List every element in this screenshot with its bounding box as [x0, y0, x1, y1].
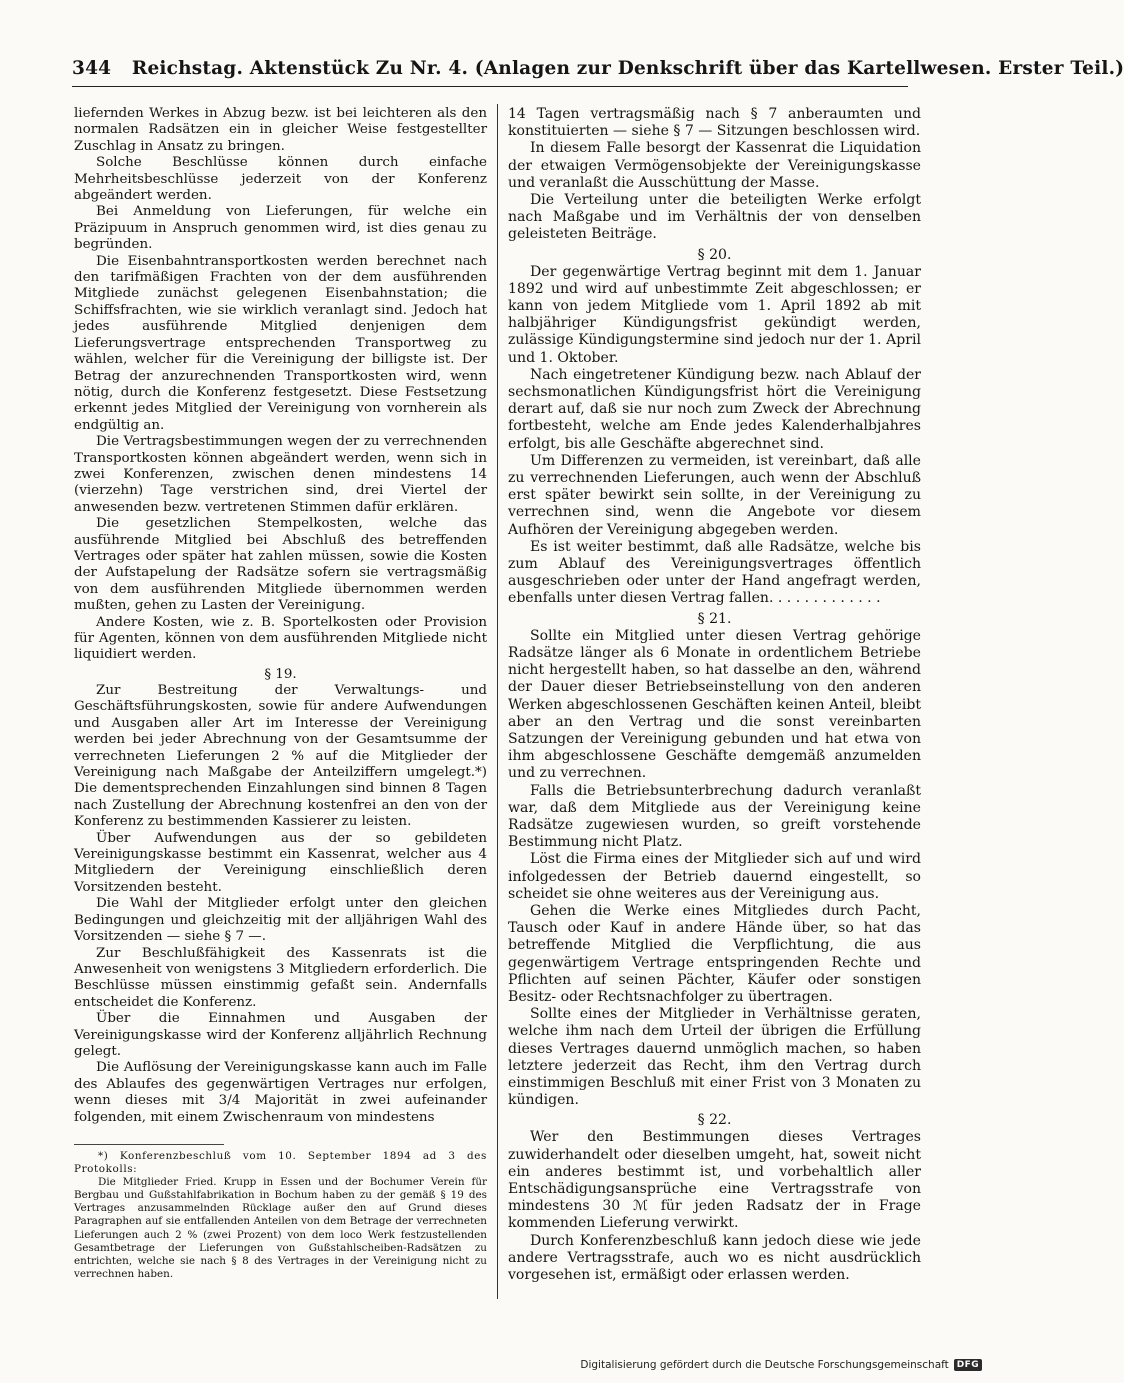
paragraph: Bei Anmeldung von Lieferungen, für welche ein Präzipuum in Anspruch genommen wird, ist dies genau zu begründen. [74, 204, 487, 253]
footnote-head: *) Konferenzbeschluß vom 10. September 1894 ad 3 des Protokolls: [74, 1149, 487, 1176]
header-rule [72, 86, 908, 87]
footer-credit [580, 1359, 982, 1371]
paragraph: Zur Bestreitung der Verwaltungs- und Geschäftsführungskosten, sowie für andere Aufwendungen und Ausgaben aller Art im Interesse der Vereinigung werden bei jeder Abrechnung von der Gesamtsumme der verrechneten Lieferungen 2 % auf die Mitglieder der Vereinigung nach Maßgabe der Anteilziffern umgelegt.*) Die dementsprechenden Einzahlungen sind binnen 8 Tagen nach Zustellung der Abrechnung kostenfrei an den von der Konferenz zu bestimmenden Kassierer zu leisten. [74, 683, 487, 830]
paragraph: Der gegenwärtige Vertrag beginnt mit dem 1. Januar 1892 und wird auf unbestimmte Zeit abgeschlossen; er kann von jedem Mitgliede vom 1. April 1892 ab mit halbjähriger Kündigungsfrist gekündigt werden, zulässige Kündigungstermine sind jedoch nur der 1. April und 1. Oktober. [508, 263, 921, 366]
paragraph: Zur Beschlußfähigkeit des Kassenrats ist die Anwesenheit von wenigstens 3 Mitgliedern erforderlich. Die Beschlüsse müssen einstimmig gefaßt sein. Andernfalls entscheidet die Konferenz. [74, 945, 487, 1010]
paragraph: Über Aufwendungen aus der so gebildeten Vereinigungskasse bestimmt ein Kassenrat, welcher aus 4 Mitgliedern der Vereinigung einschließlich deren Vorsitzenden besteht. [74, 830, 487, 895]
section-heading: § 21. [697, 610, 732, 627]
paragraph: Sollte eines der Mitglieder in Verhältnisse geraten, welche ihm nach dem Urteil der übrigen die Erfüllung dieses Vertrages dauernd unmöglich machen, so haben letztere jederzeit das Recht, ihm den Vertrag durch einstimmigen Beschluß mit einer Frist von 3 Monaten zu kündigen. [508, 1006, 921, 1109]
paragraph: Die Wahl der Mitglieder erfolgt unter den gleichen Bedingungen und gleichzeitig mit der alljährigen Wahl des Vorsitzenden — siehe § 7 —. [74, 896, 487, 945]
paragraph: Um Differenzen zu vermeiden, ist vereinbart, daß alle zu verrechnenden Lieferungen, auch wenn der Abschluß erst später bewirkt sein sollte, in der Vereinigung zu verrechnen sind, wenn die Angebote vor diesem Aufhören der Vereinigung abgegeben werden. [508, 452, 921, 538]
column-divider [497, 104, 498, 1299]
dfg-logo: DFG [954, 1359, 982, 1371]
paragraph: liefernden Werkes in Abzug bezw. ist bei leichteren als den normalen Radsätzen ein in gleicher Weise festgestellter Zuschlag in Ansatz zu bringen. [74, 106, 487, 154]
paragraph: Gehen die Werke eines Mitgliedes durch Pacht, Tausch oder Kauf in andere Hände über, so hat das betreffende Mitglied die Verpflichtung, die aus gegenwärtigem Vertrage entspringenden Rechte und Pflichten auf seinen Pächter, Käufer oder sonstigen Besitz- oder Rechtsnachfolger zu übertragen. [508, 902, 921, 1005]
paragraph: Andere Kosten, wie z. B. Sportelkosten oder Provision für Agenten, können von dem ausführenden Mitgliede nicht liquidiert werden. [74, 614, 487, 663]
section-heading: § 20. [697, 246, 732, 263]
paragraph: Die Verteilung unter die beteiligten Werke erfolgt nach Maßgabe und im Verhältnis der von denselben geleisteten Beiträge. [508, 192, 921, 243]
page-header [72, 58, 1124, 79]
paragraph: Die gesetzlichen Stempelkosten, welche das ausführende Mitglied bei Abschluß des betreffenden Vertrages oder später hat zahlen müssen, sowie die Kosten der Aufstapelung der Radsätze sofern sie vertragsmäßig von dem ausführenden Mitgliede übernommen werden mußten, gehen zu Lasten der Vereinigung. [74, 516, 487, 614]
paragraph: Nach eingetretener Kündigung bezw. nach Ablauf der sechsmonatlichen Kündigungsfrist hört die Vereinigung derart auf, daß sie nur noch zum Zweck der Abrechnung fortbesteht, welche am Ende jedes Kalenderhalbjahres erfolgt, bis alle Geschäfte abgerechnet sind. [508, 366, 921, 452]
footnote-body: Die Mitglieder Fried. Krupp in Essen und der Bochumer Verein für Bergbau und Gußstahlfabrikation in Bochum haben zu der gemäß § 19 des Vertrages anzusammelnden Rücklage außer den auf Grund dieses Paragraphen auf sie entfallenden Anteilen von dem Betrage der verrechneten Lieferungen auch 2 % (zwei Prozent) von dem loco Werk festzustellenden Gesamtbetrage der Lieferungen von Gußstahlscheiben-Radsätzen zu entrichten, welche sie nach § 8 des Vertrages in der Vereinigung nicht zu verrechnen haben. [74, 1176, 487, 1280]
paragraph: Falls die Betriebsunterbrechung dadurch veranlaßt war, daß dem Mitgliede aus der Vereinigung keine Radsätze zugewiesen wurden, so greift vorstehende Bestimmung nicht Platz. [508, 782, 921, 851]
paragraph: 14 Tagen vertragsmäßig nach § 7 anberaumten und konstituierten — siehe § 7 — Sitzungen beschlossen wird. [508, 106, 921, 140]
section-heading: § 22. [697, 1112, 732, 1129]
section-heading: § 19. [264, 666, 297, 682]
page-number: 344 [72, 58, 112, 79]
paragraph: Durch Konferenzbeschluß kann jedoch diese wie jede andere Vertragsstrafe, auch wo es nicht ausdrücklich vorgesehen ist, ermäßigt oder erlassen werden. [508, 1232, 921, 1283]
paragraph: Solche Beschlüsse können durch einfache Mehrheitsbeschlüsse jederzeit von der Konferenz abgeändert werden. [74, 155, 487, 204]
paragraph: Die Vertragsbestimmungen wegen der zu verrechnenden Transportkosten können abgeändert werden, wenn sich in zwei Konferenzen, zwischen denen mindestens 14 (vierzehn) Tage verstrichen sind, drei Viertel der anwesenden bezw. vertretenen Stimmen dafür erklären. [74, 434, 487, 515]
right-column [508, 106, 921, 1284]
footnote-rule [74, 1144, 224, 1145]
paragraph: In diesem Falle besorgt der Kassenrat die Liquidation der etwaigen Vermögensobjekte der Vereinigungskasse und veranlaßt die Ausschüttung der Masse. [508, 140, 921, 191]
footer-text: Digitalisierung gefördert durch die Deutsche Forschungsgemeinschaft [580, 1359, 949, 1371]
footnote [74, 1144, 487, 1281]
paragraph: Löst die Firma eines der Mitglieder sich auf und wird infolgedessen der Betrieb dauernd eingestellt, so scheidet sie ohne weiteres aus der Vereinigung aus. [508, 851, 921, 902]
paragraph: Die Auflösung der Vereinigungskasse kann auch im Falle des Ablaufes des gegenwärtigen Vertrages nur erfolgen, wenn dieses mit 3/4 Majorität in zwei aufeinander folgenden, mit einem Zwischenraum von mindestens [74, 1060, 487, 1125]
paragraph: Wer den Bestimmungen dieses Vertrages zuwiderhandelt oder dieselben umgeht, hat, soweit nicht ein anderes bestimmt ist, und vorbehaltlich aller Entschädigungsansprüche eine Vertragsstrafe von mindestens 30 ℳ für jeden Radsatz der in Frage kommenden Lieferung verwirkt. [508, 1129, 921, 1232]
paragraph: Über die Einnahmen und Ausgaben der Vereinigungskasse wird der Konferenz alljährlich Rechnung gelegt. [74, 1011, 487, 1059]
paragraph: Es ist weiter bestimmt, daß alle Radsätze, welche bis zum Ablauf des Vereinigungsvertrages öffentlich ausgeschrieben oder unter der Hand angefragt werden, ebenfalls unter diesen Vertrag fallen. . . . . . . . . . . . . [508, 538, 921, 607]
paragraph: Die Eisenbahntransportkosten werden berechnet nach den tarifmäßigen Frachten von der dem ausführenden Mitgliede zunächst gelegenen Eisenbahnstation; die Schiffsfrachten, wie sie wirklich veranlagt sind. Jedoch hat jedes ausführende Mitglied denjenigen dem Lieferungsvertrage entsprechenden Transportweg zu wählen, welcher für die Vereinigung der billigste ist. Der Betrag der anzurechnenden Transportkosten wird, wenn nötig, durch die Konferenz festgesetzt. Diese Festsetzung erkennt jedes Mitglied der Vereinigung von vornherein als endgültig an. [74, 253, 487, 433]
running-title: Reichstag. Aktenstück Zu Nr. 4. (Anlagen zur Denkschrift über das Kartellwesen. Erster Teil.) [131, 58, 1124, 79]
paragraph: Sollte ein Mitglied unter diesen Vertrag gehörige Radsätze länger als 6 Monate in ordentlichem Betriebe nicht hergestellt haben, so hat dasselbe an den, während der Dauer dieser Betriebseinstellung von den anderen Werken abgeschlossenen Geschäften keinen Anteil, bleibt aber an den Vertrag und die sonst vereinbarten Satzungen der Vereinigung gebunden und hat etwa von ihm abgeschlossene Geschäfte demgemäß anzumelden und zu verrechnen. [508, 627, 921, 782]
left-column [74, 106, 487, 1281]
